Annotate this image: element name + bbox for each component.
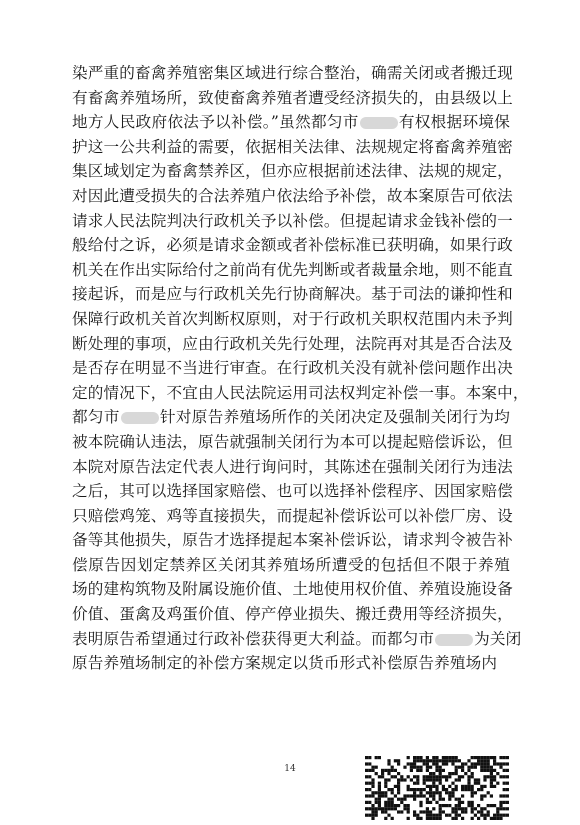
text-segment: 价值、蛋禽及鸡蛋价值、停产停业损失、搬迁费用等经济损失， bbox=[72, 605, 513, 624]
text-segment: 护这一公共利益的需要，依据相关法律、法规规定将畜禽养殖密 bbox=[72, 137, 513, 156]
text-line bbox=[72, 504, 513, 529]
text-line bbox=[72, 61, 513, 86]
text-segment: 对因此遭受损失的合法养殖户依法给予补偿，故本案原告可依法 bbox=[72, 186, 513, 205]
text-line bbox=[72, 602, 513, 627]
text-segment: 机关在作出实际给付之前尚有优先判断或者裁量余地，则不能直 bbox=[72, 260, 513, 279]
redaction-mark bbox=[360, 117, 398, 129]
text-line bbox=[72, 405, 510, 430]
text-segment: 都匀市 bbox=[72, 408, 120, 427]
text-line bbox=[72, 332, 513, 357]
text-segment: 偿原告因划定禁养区关闭其养殖场所遭受的包括但不限于养殖 bbox=[72, 555, 510, 574]
text-segment: 被本院确认违法，原告就强制关闭行为本可以提起赔偿诉讼，但 bbox=[72, 432, 513, 451]
body-text bbox=[72, 61, 529, 676]
text-line bbox=[72, 528, 513, 553]
text-line bbox=[72, 307, 513, 332]
text-segment: 只赔偿鸡笼、鸡等直接损失，而提起补偿诉讼可以补偿厂房、设 bbox=[72, 506, 513, 525]
barcode-image bbox=[365, 756, 511, 821]
text-line bbox=[72, 553, 510, 578]
text-segment: 定的情况下，不宜由人民法院运用司法权判定补偿一事。本案中， bbox=[72, 383, 529, 402]
redaction-mark bbox=[435, 634, 473, 646]
text-line bbox=[72, 627, 522, 652]
text-line bbox=[72, 209, 513, 234]
text-line bbox=[72, 577, 513, 602]
text-line bbox=[72, 455, 513, 480]
text-line bbox=[72, 135, 513, 160]
barcode-graphic bbox=[365, 756, 511, 821]
text-line bbox=[72, 233, 513, 258]
text-segment: 之后，其可以选择国家赔偿、也可以选择补偿程序、因国家赔偿 bbox=[72, 482, 513, 501]
text-line bbox=[72, 381, 529, 406]
text-line bbox=[72, 86, 513, 111]
text-segment: 是否存在明显不当进行审查。在行政机关没有就补偿问题作出决 bbox=[72, 359, 513, 378]
text-segment: 表明原告希望通过行政补偿获得更大利益。而都匀市 bbox=[72, 629, 435, 648]
text-segment: 染严重的畜禽养殖密集区域进行综合整治，确需关闭或者搬迁现 bbox=[72, 64, 513, 82]
text-line bbox=[72, 258, 513, 283]
text-segment: 备等其他损失，原告才选择提起本案补偿诉讼，请求判令被告补 bbox=[72, 531, 513, 550]
text-segment: 保障行政机关首次判断权原则，对于行政机关职权范围内未予判 bbox=[72, 309, 513, 328]
text-segment: 为关闭 bbox=[474, 629, 522, 648]
text-line bbox=[72, 356, 513, 381]
page-number: 14 bbox=[284, 764, 296, 774]
text-segment: 针对原告养殖场所作的关闭决定及强制关闭行为均 bbox=[159, 408, 510, 427]
text-line bbox=[72, 184, 513, 209]
text-segment: 本院对原告法定代表人进行询问时，其陈述在强制关闭行为违法 bbox=[72, 457, 513, 476]
text-segment: 断处理的事项，应由行政机关先行处理，法院再对其是否合法及 bbox=[72, 334, 513, 353]
text-segment: 般给付之诉，必须是请求金额或者补偿标准已获明确，如果行政 bbox=[72, 236, 513, 255]
text-line bbox=[72, 282, 513, 307]
redaction-mark bbox=[121, 412, 159, 424]
text-segment: 请求人民法院判决行政机关予以补偿。但提起请求金钱补偿的一 bbox=[72, 211, 513, 230]
text-segment: 接起诉，而是应与行政机关先行协商解决。基于司法的谦抑性和 bbox=[72, 285, 513, 304]
text-segment: 场的建构筑物及附属设施价值、土地使用权价值、养殖设施设备 bbox=[72, 580, 513, 599]
text-line bbox=[72, 110, 510, 135]
text-line bbox=[72, 479, 513, 504]
text-segment: 原告养殖场制定的补偿方案规定以货币形式补偿原告养殖场内 bbox=[72, 654, 498, 673]
text-segment: 集区域划定为畜禽禁养区，但亦应根据前述法律、法规的规定， bbox=[72, 162, 513, 181]
text-line bbox=[72, 159, 513, 184]
text-line bbox=[72, 430, 513, 455]
text-segment: 地方人民政府依法予以补偿。”虽然都匀市 bbox=[72, 113, 359, 132]
text-line bbox=[72, 651, 510, 676]
text-segment: 有权根据环境保 bbox=[398, 113, 510, 132]
text-segment: 有畜禽养殖场所，致使畜禽养殖者遭受经济损失的，由县级以上 bbox=[72, 88, 513, 107]
